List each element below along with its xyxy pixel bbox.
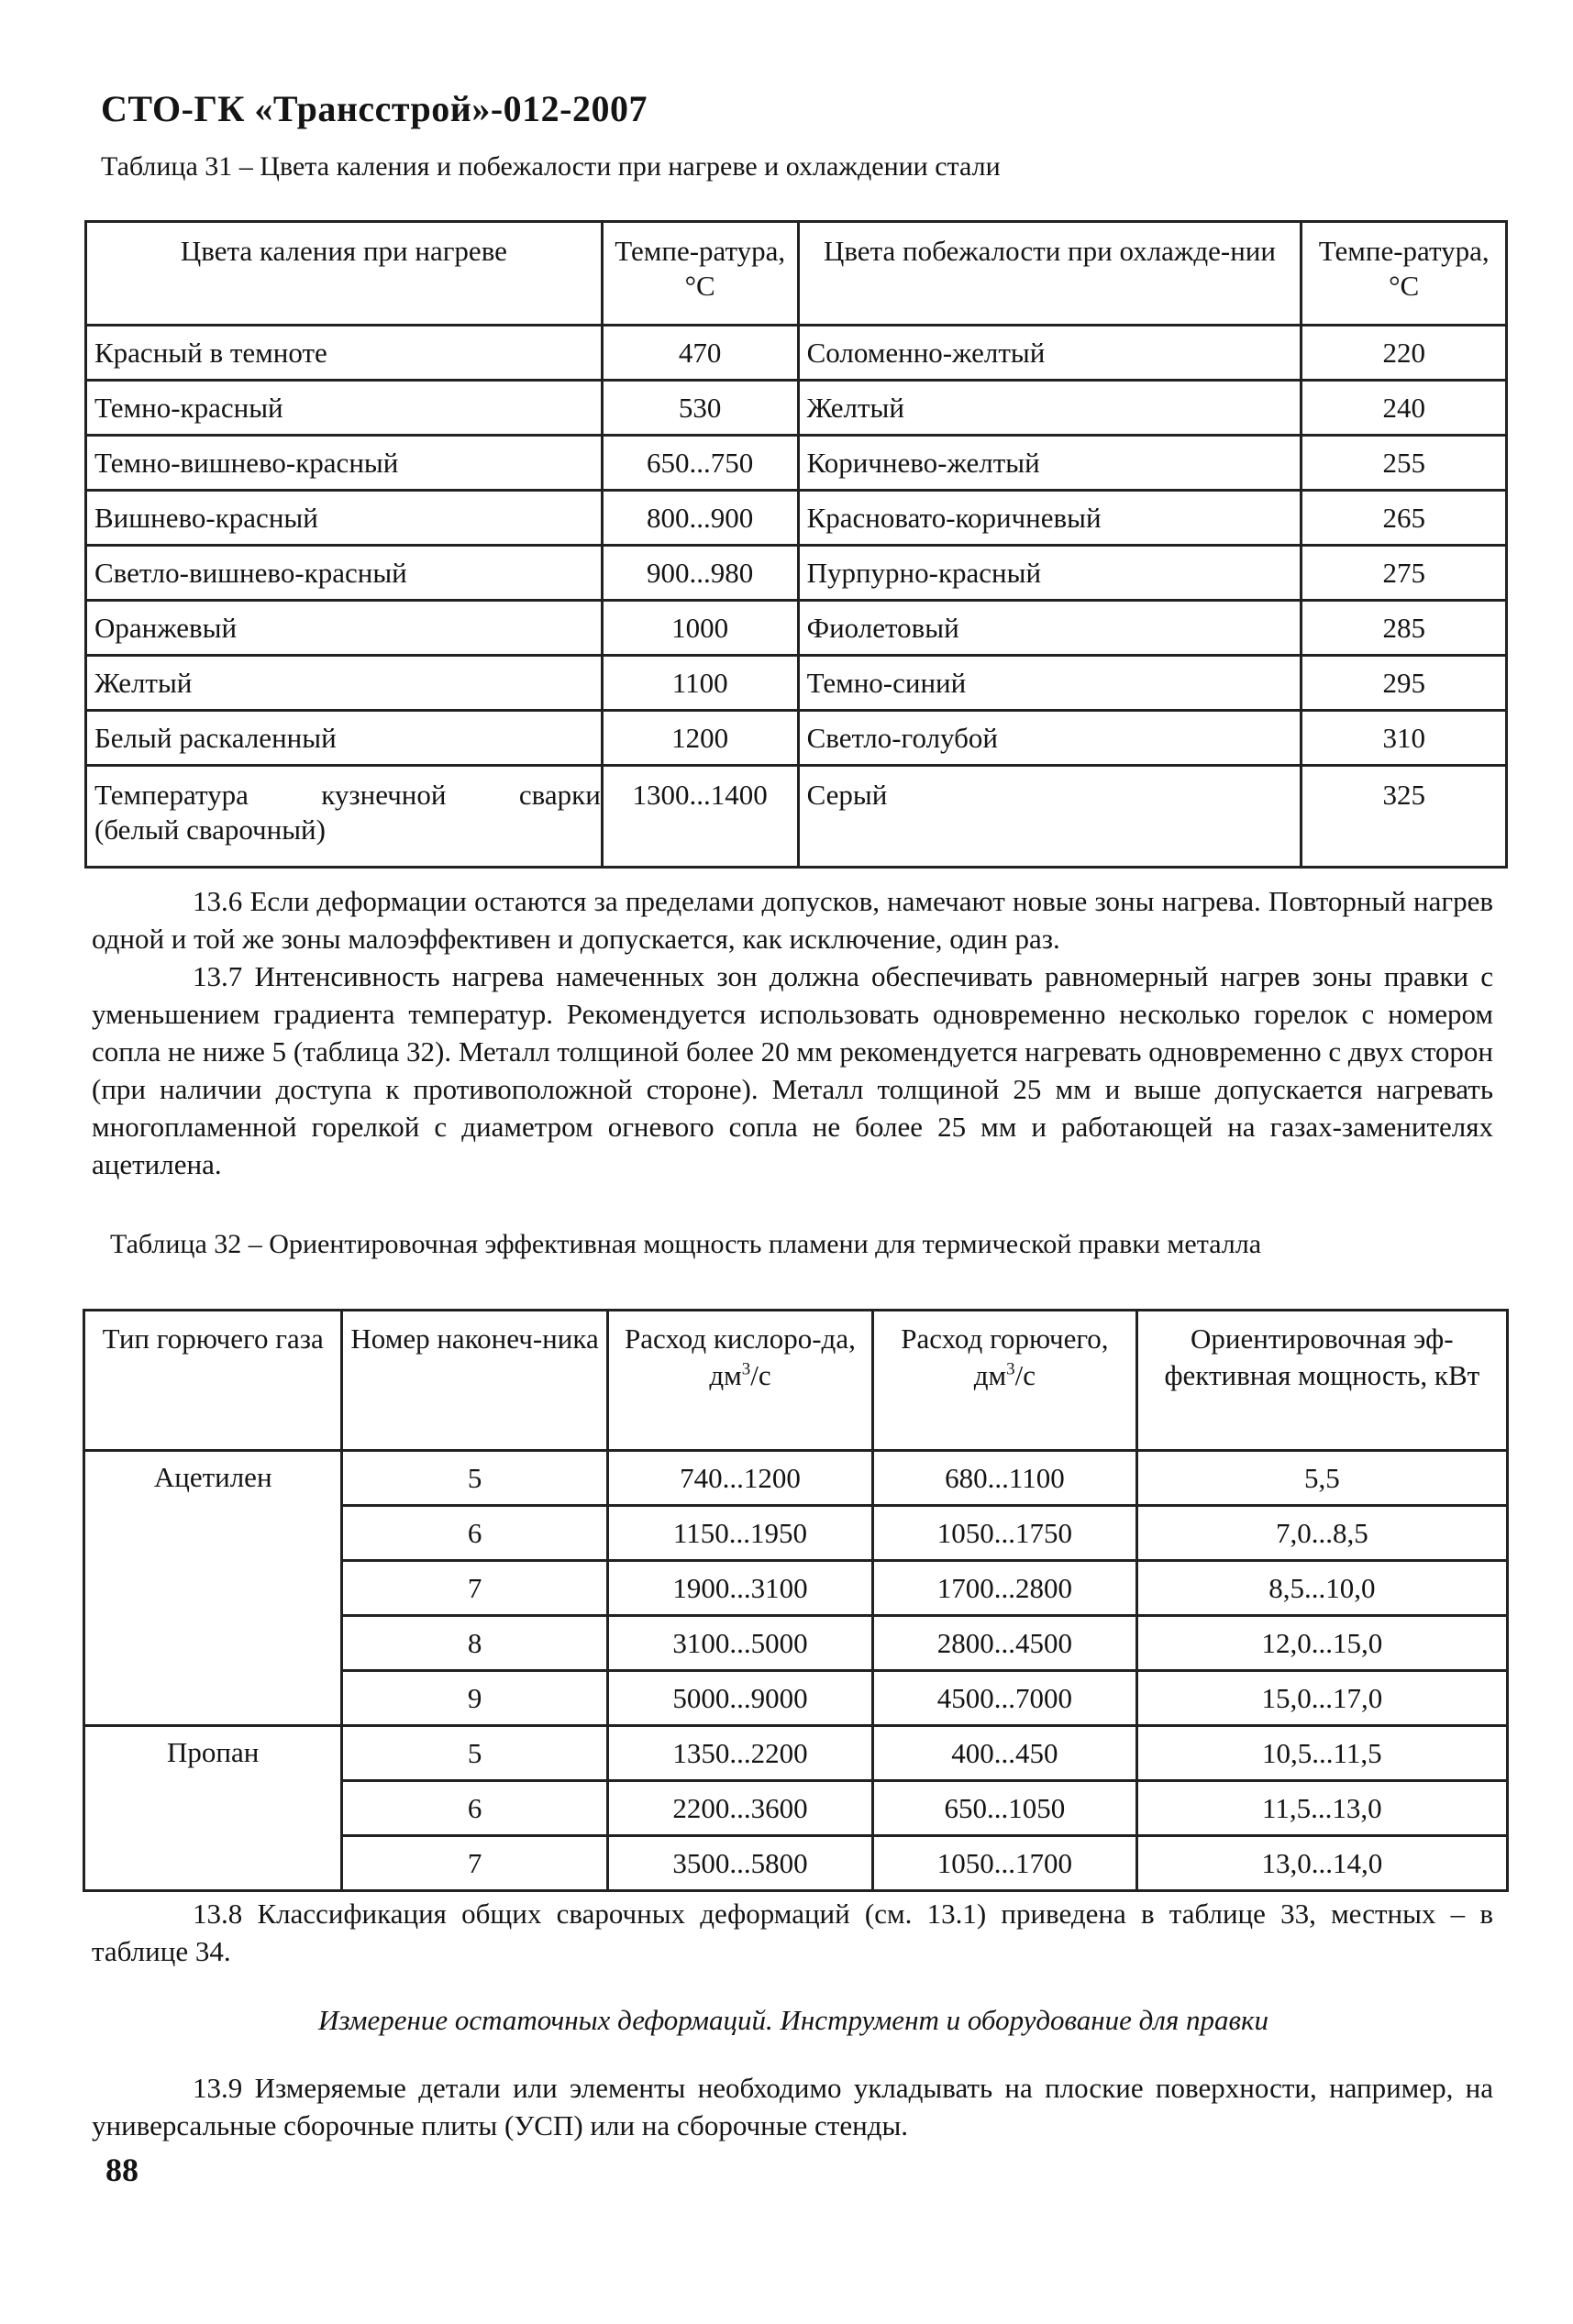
table-cell: 1350...2200 — [607, 1726, 872, 1781]
table-row — [86, 491, 1507, 546]
table-32-header-cell: Номер наконеч-ника — [342, 1311, 607, 1451]
table-cell: Пурпурно-красный — [798, 546, 1302, 601]
table-cell: 1050...1700 — [873, 1836, 1136, 1891]
header-text: Расход горючего, дм — [901, 1322, 1109, 1391]
table-cell: 1000 — [602, 601, 798, 656]
table-cell: Красный в темноте — [86, 326, 603, 381]
table-cell-text: (белый сварочный) — [94, 813, 326, 846]
header-text: Расход кислоро-да, дм — [625, 1322, 856, 1391]
table-cell: 1150...1950 — [607, 1506, 872, 1561]
table-cell: 255 — [1302, 436, 1507, 491]
table-row — [86, 436, 1507, 491]
table-cell: 285 — [1302, 601, 1507, 656]
table-row — [86, 546, 1507, 601]
table-31-header-cell: Цвета каления при нагреве — [86, 222, 603, 326]
table-cell: Светло-вишнево-красный — [86, 546, 603, 601]
table-cell: 3500...5800 — [607, 1836, 872, 1891]
table-cell: 5 — [342, 1451, 607, 1506]
gas-type-cell: Ацетилен — [84, 1451, 342, 1726]
table-31-header-cell: Цвета побежалости при охлажде-нии — [798, 222, 1302, 326]
table-cell: Коричнево-желтый — [798, 436, 1302, 491]
table-row — [86, 381, 1507, 436]
table-cell: 10,5...11,5 — [1136, 1726, 1507, 1781]
document-code: СТО-ГК «Трансстрой»-012-2007 — [101, 88, 648, 129]
table-row — [86, 656, 1507, 711]
superscript: 3 — [741, 1359, 751, 1379]
table-cell: Красновато-коричневый — [798, 491, 1302, 546]
table-cell: 6 — [342, 1781, 607, 1836]
table-cell: 7,0...8,5 — [1136, 1506, 1507, 1561]
gas-type-cell: Пропан — [84, 1726, 342, 1891]
paragraph-13-8 — [92, 1895, 1493, 1970]
table-cell: Темно-красный — [86, 381, 603, 436]
table-cell: 2800...4500 — [873, 1616, 1136, 1671]
table-cell: Темно-вишнево-красный — [86, 436, 603, 491]
table-31 — [84, 220, 1508, 869]
table-cell: 650...1050 — [873, 1781, 1136, 1836]
table-cell: 530 — [602, 381, 798, 436]
table-cell: 1900...3100 — [607, 1561, 872, 1616]
table-cell: 325 — [1302, 766, 1507, 868]
table-cell: 12,0...15,0 — [1136, 1616, 1507, 1671]
table-cell: Соломенно-желтый — [798, 326, 1302, 381]
section-heading: Измерение остаточных деформаций. Инструмент и оборудование для правки — [317, 2004, 1269, 2036]
table-32-header-cell — [607, 1311, 872, 1451]
paragraph-text: 13.8 Классификация общих сварочных деформаций (см. 13.1) приведена в таблице 33, местных – в таблице 34. — [92, 1898, 1493, 1967]
table-cell: 5000...9000 — [607, 1671, 872, 1726]
table-row — [84, 1451, 1508, 1506]
table-cell: 5 — [342, 1726, 607, 1781]
table-cell: 1100 — [602, 656, 798, 711]
table-32-header-cell: Тип горючего газа — [84, 1311, 342, 1451]
table-cell: 8,5...10,0 — [1136, 1561, 1507, 1616]
table-cell: 4500...7000 — [873, 1671, 1136, 1726]
table-31-header-cell: Темпе-ратура, °С — [1302, 222, 1507, 326]
table-cell: 275 — [1302, 546, 1507, 601]
table-cell: 800...900 — [602, 491, 798, 546]
table-cell: 1300...1400 — [602, 766, 798, 868]
table-row — [86, 601, 1507, 656]
table-cell: Вишнево-красный — [86, 491, 603, 546]
paragraph-13-6 — [92, 882, 1493, 957]
table-cell: 240 — [1302, 381, 1507, 436]
paragraph-text: 13.6 Если деформации остаются за пределами допусков, намечают новые зоны нагрева. Повторный нагрев одной и той же зоны малоэффективен и допускается, как исключение, один раз. — [92, 885, 1493, 955]
table-cell: 470 — [602, 326, 798, 381]
table-cell: 1200 — [602, 711, 798, 766]
table-cell: 7 — [342, 1836, 607, 1891]
table-32-caption: Таблица 32 – Ориентировочная эффективная мощность пламени для термической правки металла — [110, 1229, 1262, 1259]
table-cell-text: Температура кузнечной сварки — [94, 779, 601, 811]
table-cell: 11,5...13,0 — [1136, 1781, 1507, 1836]
table-cell: Оранжевый — [86, 601, 603, 656]
table-cell: 3100...5000 — [607, 1616, 872, 1671]
table-cell: 265 — [1302, 491, 1507, 546]
paragraph-text: 13.9 Измеряемые детали или элементы необходимо укладывать на плоские поверхности, например, на универсальные сборочные плиты (УСП) или на сборочные стенды. — [92, 2072, 1493, 2141]
table-cell: Темно-синий — [798, 656, 1302, 711]
table-cell: 2200...3600 — [607, 1781, 872, 1836]
table-32-header-cell — [873, 1311, 1136, 1451]
table-cell: 6 — [342, 1506, 607, 1561]
table-cell: 13,0...14,0 — [1136, 1836, 1507, 1891]
header-unit: /с — [1014, 1359, 1036, 1391]
table-row — [86, 326, 1507, 381]
table-cell: Светло-голубой — [798, 711, 1302, 766]
table-cell: 900...980 — [602, 546, 798, 601]
table-row — [86, 766, 1507, 868]
paragraph-13-7 — [92, 957, 1493, 1183]
paragraph-text: 13.7 Интенсивность нагрева намеченных зон должна обеспечивать равномерный нагрев зоны правки с уменьшением градиента температур. Рекомендуется использовать одновременно несколько горелок с номером сопла не ниже 5 (таблица 32). Металл толщиной более 20 мм рекомендуется нагревать одновременно с двух сторон (при наличии доступа к противоположной стороне). Металл толщиной 25 мм и выше допускается нагревать многопламенной горелкой с диаметром огневого сопла не более 25 мм и работающей на газах-заменителях ацетилена. — [92, 960, 1494, 1180]
table-32 — [83, 1309, 1509, 1892]
table-32-header-cell: Ориентировочная эф-фективная мощность, кВт — [1136, 1311, 1507, 1451]
table-row — [84, 1726, 1508, 1781]
table-cell: Серый — [798, 766, 1302, 868]
table-cell — [86, 766, 603, 868]
table-cell: Белый раскаленный — [86, 711, 603, 766]
table-cell: 295 — [1302, 656, 1507, 711]
table-cell: 650...750 — [602, 436, 798, 491]
table-cell: Желтый — [86, 656, 603, 711]
table-cell: 220 — [1302, 326, 1507, 381]
table-cell: 1050...1750 — [873, 1506, 1136, 1561]
table-cell: Желтый — [798, 381, 1302, 436]
table-31-header-cell: Темпе-ратура, °С — [602, 222, 798, 326]
table-cell: 1700...2800 — [873, 1561, 1136, 1616]
table-cell: 310 — [1302, 711, 1507, 766]
superscript: 3 — [1006, 1359, 1015, 1379]
table-31-caption: Таблица 31 – Цвета каления и побежалости при нагреве и охлаждении стали — [101, 151, 1001, 182]
table-cell: Фиолетовый — [798, 601, 1302, 656]
table-cell: 740...1200 — [607, 1451, 872, 1506]
table-cell: 9 — [342, 1671, 607, 1726]
table-cell: 400...450 — [873, 1726, 1136, 1781]
table-cell: 8 — [342, 1616, 607, 1671]
table-cell: 7 — [342, 1561, 607, 1616]
page-number: 88 — [105, 2152, 138, 2188]
table-cell: 15,0...17,0 — [1136, 1671, 1507, 1726]
table-row — [86, 711, 1507, 766]
table-cell: 680...1100 — [873, 1451, 1136, 1506]
header-unit: /с — [750, 1359, 771, 1391]
table-cell: 5,5 — [1136, 1451, 1507, 1506]
paragraph-13-9 — [92, 2069, 1493, 2144]
